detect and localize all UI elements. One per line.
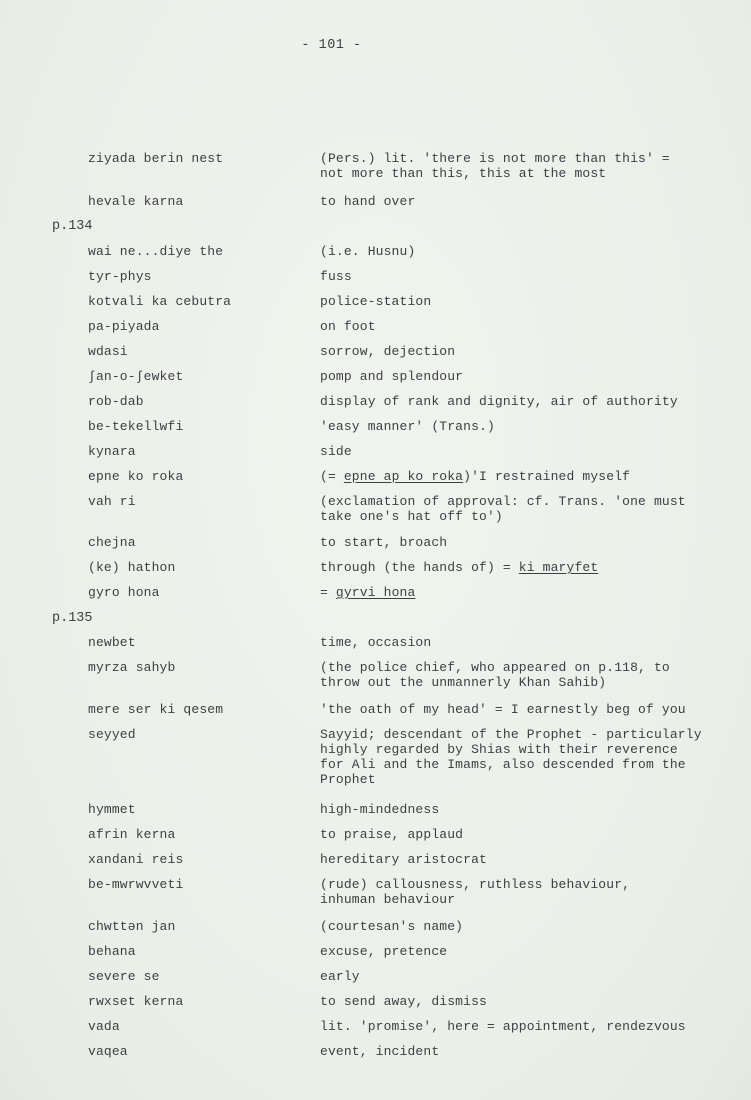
glossary-term: ∫an-o-∫ewket	[88, 369, 184, 384]
definition-suffix: )'I restrained myself	[463, 469, 631, 484]
definition-prefix: through (the hands of) =	[320, 560, 519, 575]
section-page-ref: p.134	[52, 219, 93, 234]
glossary-definition	[320, 560, 730, 575]
glossary-definition: (i.e. Husnu)	[320, 244, 416, 259]
glossary-term: wdasi	[88, 344, 128, 359]
glossary-term: be-mwrwvveti	[88, 877, 184, 892]
glossary-definition: on foot	[320, 319, 376, 334]
glossary-definition: to hand over	[320, 194, 416, 209]
glossary-definition: (exclamation of approval: cf. Trans. 'one must take one's hat off to')	[320, 494, 686, 524]
glossary-definition: 'the oath of my head' = I earnestly beg of you	[320, 702, 686, 717]
glossary-definition: (the police chief, who appeared on p.118, to throw out the unmannerly Khan Sahib)	[320, 660, 670, 690]
glossary-definition: Sayyid; descendant of the Prophet - particularly highly regarded by Shias with their reverence for Ali and the Imams, also descended from the Prophet	[320, 727, 702, 787]
definition-underlined: epne ap ko roka	[343, 469, 464, 484]
glossary-definition: display of rank and dignity, air of authority	[320, 394, 678, 409]
glossary-term: vada	[88, 1019, 120, 1034]
glossary-term: (ke) hathon	[88, 560, 176, 575]
glossary-term: hevale karna	[88, 194, 184, 209]
glossary-term: chejna	[88, 535, 136, 550]
page-number: - 101 -	[301, 38, 362, 53]
glossary-term: kotvali ka cebutra	[88, 294, 232, 309]
glossary-term: vaqea	[88, 1044, 128, 1059]
glossary-term: newbet	[88, 635, 136, 650]
glossary-term: wai ne...diye the	[88, 244, 224, 259]
glossary-definition: high-mindedness	[320, 802, 440, 817]
glossary-term: afrin kerna	[88, 827, 176, 842]
glossary-term: severe se	[88, 969, 160, 984]
glossary-term: tyr-phys	[88, 269, 152, 284]
glossary-term: epne ko roka	[88, 469, 184, 484]
glossary-definition: to praise, applaud	[320, 827, 464, 842]
glossary-definition: early	[320, 969, 360, 984]
glossary-term: vah ri	[88, 494, 136, 509]
glossary-term: rob-dab	[88, 394, 144, 409]
glossary-term: kynara	[88, 444, 136, 459]
glossary-term: seyyed	[88, 727, 136, 742]
glossary-definition: event, incident	[320, 1044, 440, 1059]
glossary-definition: sorrow, dejection	[320, 344, 456, 359]
definition-prefix: =	[320, 585, 336, 600]
glossary-term: gyro hona	[88, 585, 160, 600]
glossary-term: xandani reis	[88, 852, 184, 867]
glossary-definition: to send away, dismiss	[320, 994, 487, 1009]
glossary-term: behana	[88, 944, 136, 959]
glossary-definition: (courtesan's name)	[320, 919, 464, 934]
glossary-definition	[320, 469, 730, 484]
glossary-definition: police-station	[320, 294, 432, 309]
glossary-term: ziyada berin nest	[88, 151, 224, 166]
glossary-term: hymmet	[88, 802, 136, 817]
definition-underlined: ki maryfet	[518, 560, 599, 575]
glossary-term: myrza sahyb	[88, 660, 176, 675]
glossary-term: rwxset kerna	[88, 994, 184, 1009]
glossary-definition: time, occasion	[320, 635, 432, 650]
glossary-definition: 'easy manner' (Trans.)	[320, 419, 495, 434]
glossary-term: be-tekellwfi	[88, 419, 184, 434]
glossary-definition: side	[320, 444, 352, 459]
glossary-definition: (rude) callousness, ruthless behaviour, inhuman behaviour	[320, 877, 631, 907]
definition-prefix: (=	[320, 469, 344, 484]
section-page-ref: p.135	[52, 611, 93, 626]
glossary-definition: lit. 'promise', here = appointment, rendezvous	[320, 1019, 686, 1034]
glossary-definition: to start, broach	[320, 535, 448, 550]
glossary-definition: pomp and splendour	[320, 369, 464, 384]
glossary-definition: hereditary aristocrat	[320, 852, 487, 867]
glossary-term: pa-piyada	[88, 319, 160, 334]
glossary-term: chwttən jan	[88, 919, 176, 934]
glossary-definition: fuss	[320, 269, 352, 284]
glossary-term: mere ser ki qesem	[88, 702, 224, 717]
glossary-definition: (Pers.) lit. 'there is not more than this' = not more than this, this at the most	[320, 151, 670, 181]
glossary-definition: excuse, pretence	[320, 944, 448, 959]
glossary-definition	[320, 585, 730, 600]
definition-underlined: gyrvi hona	[335, 585, 416, 600]
